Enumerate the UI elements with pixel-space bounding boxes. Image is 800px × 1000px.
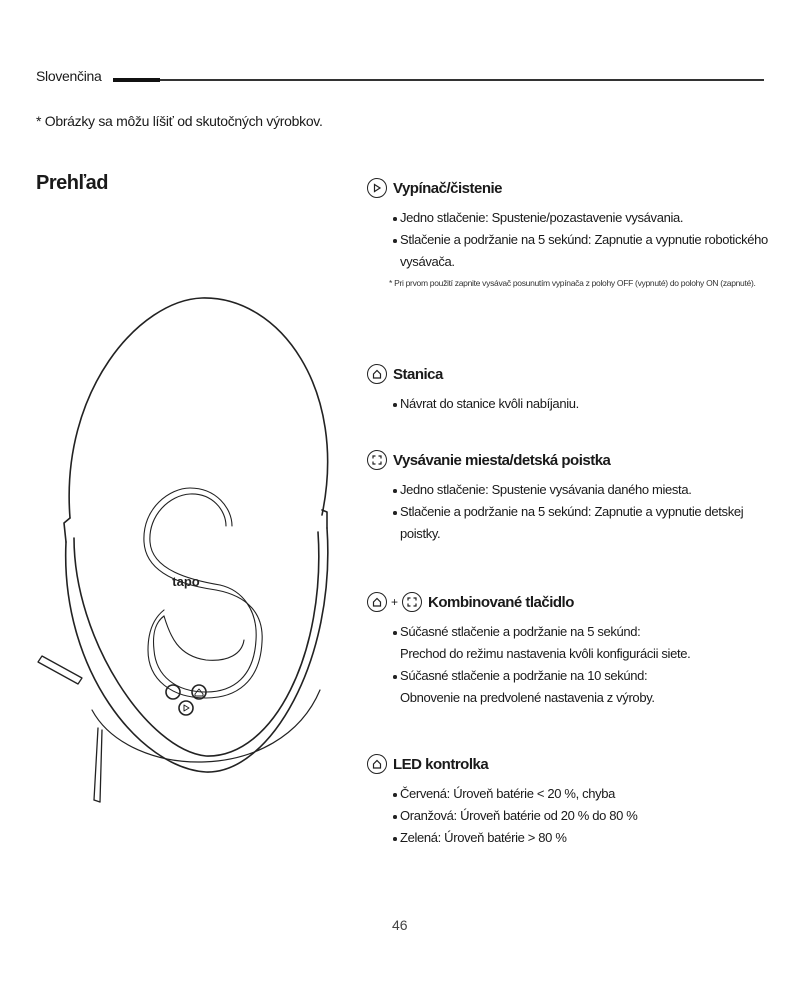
section-title: Kombinované tlačidlo [428, 593, 574, 611]
section-spot-clean [367, 448, 777, 545]
home-icon [367, 364, 387, 384]
section-title: Vypínač/čistenie [393, 179, 502, 197]
power-clean-icon [367, 178, 387, 198]
list-item-continuation: Prechod do režimu nastavenia kvôli konfigurácii siete. [400, 646, 691, 661]
section-title: Stanica [393, 365, 443, 383]
robot-body-outline [69, 298, 327, 518]
list-item: Červená: Úroveň batérie < 20 %, chyba [393, 783, 777, 805]
page-title: Prehľad [36, 172, 109, 194]
header-rule-accent [113, 78, 160, 82]
list-item-continuation: Obnovenie na predvolené nastavenia z výroby. [400, 690, 655, 705]
list-item: Súčasné stlačenie a podržanie na 10 sekúnd: [393, 665, 777, 687]
section-title: LED kontrolka [393, 755, 489, 773]
robot-vacuum-illustration [30, 280, 350, 810]
spot-clean-icon [367, 450, 387, 470]
list-item: Stlačenie a podržanie na 5 sekúnd: Zapnutie a vypnutie robotického vysávača. [393, 229, 780, 273]
home-icon [367, 592, 387, 612]
logo-text: tapo [172, 574, 200, 589]
list-item: Jedno stlačenie: Spustenie vysávania daného miesta. [393, 479, 777, 501]
plus-sign: + [391, 595, 399, 609]
list-item: Stlačenie a podržanie na 5 sekúnd: Zapnutie a vypnutie detskej poistky. [393, 501, 760, 545]
section-power [367, 176, 777, 290]
section-title: Vysávanie miesta/detská poistka [393, 451, 611, 469]
list-item: Oranžová: Úroveň batérie od 20 % do 80 % [393, 805, 777, 827]
list-item: Súčasné stlačenie a podržanie na 5 sekúnd: [393, 621, 777, 643]
section-station [367, 362, 777, 415]
power-button [179, 701, 193, 715]
side-brush [38, 656, 82, 684]
home-icon [367, 754, 387, 774]
language-label: Slovenčina [36, 68, 102, 84]
list-item: Jedno stlačenie: Spustenie/pozastavenie vysávania. [393, 207, 777, 229]
page-number: 46 [392, 917, 408, 933]
section-combined-button [367, 590, 777, 709]
header-rule [160, 79, 764, 81]
note-text: * Pri prvom použití zapnite vysávač posunutím vypínača z polohy OFF (vypnuté) do polohy ON (zapnuté). [389, 278, 756, 288]
list-item: Zelená: Úroveň batérie > 80 % [393, 827, 777, 849]
list-item: Návrat do stanice kvôli nabíjaniu. [393, 393, 777, 415]
disclaimer-text: * Obrázky sa môžu líšiť od skutočných výrobkov. [36, 113, 323, 129]
section-led [367, 752, 777, 849]
spot-clean-icon [402, 592, 422, 612]
spot-clean-button [166, 685, 180, 699]
